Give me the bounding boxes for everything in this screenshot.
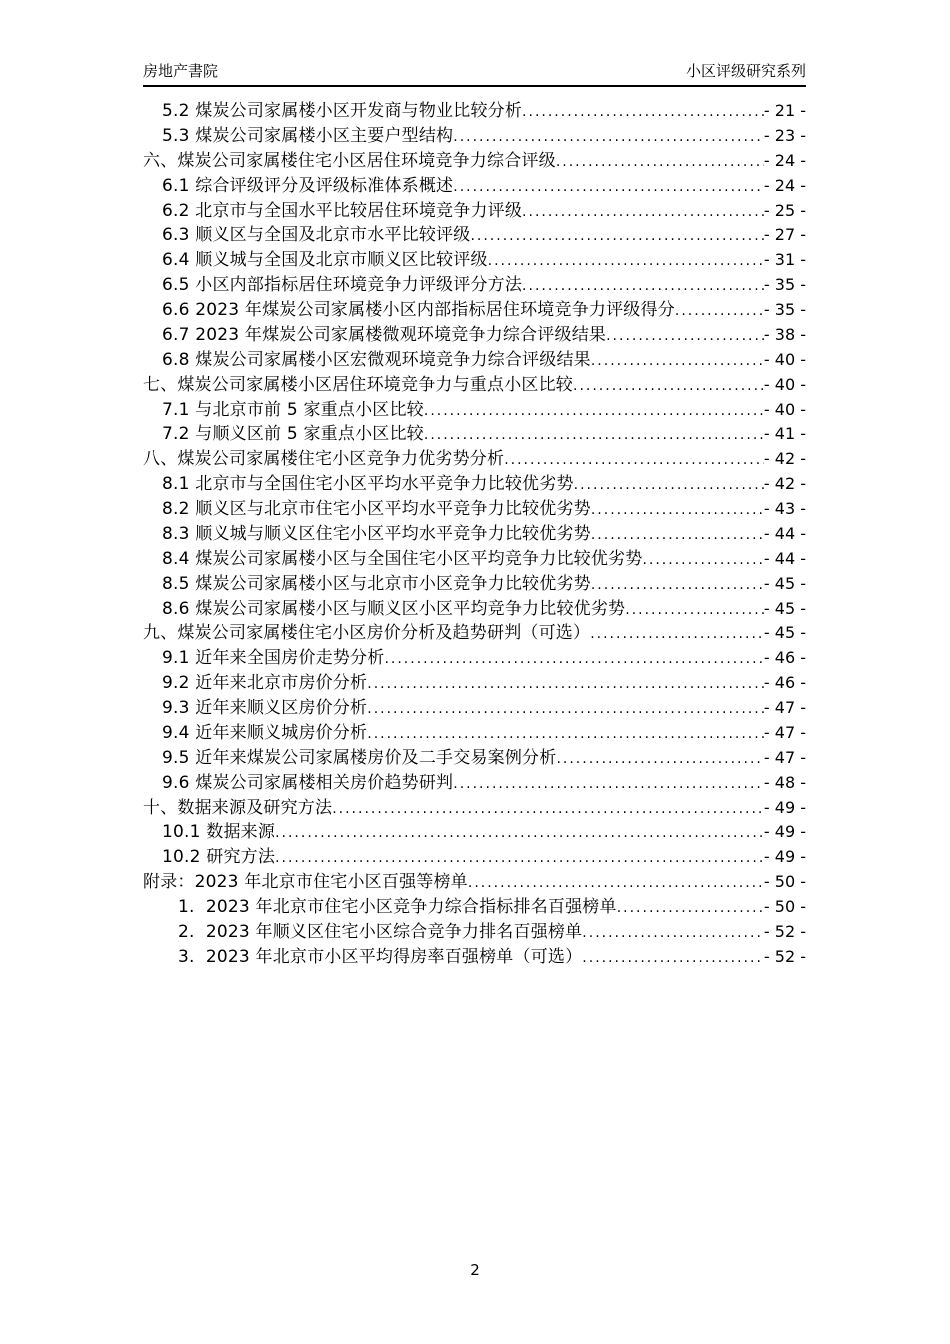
toc-entry-page: - 47 -: [763, 722, 806, 742]
toc-entry-page: - 44 -: [763, 523, 806, 543]
toc-dot-leader: [642, 548, 763, 573]
toc-entry-page: - 38 -: [763, 324, 806, 344]
toc-dot-leader: [384, 647, 763, 672]
toc-entry-page: - 46 -: [763, 673, 806, 693]
toc-entry: [143, 398, 806, 423]
toc-dot-leader: [367, 722, 764, 747]
toc-entry-label: 6.4 顺义城与全国及北京市顺义区比较评级: [162, 250, 488, 271]
toc-entry: [143, 373, 806, 398]
page-header: [143, 63, 806, 87]
toc-entry-label: 10.2 研究方法: [162, 847, 276, 868]
toc-dot-leader: [504, 448, 764, 473]
toc-entry-label: 9.1 近年来全国房价走势分析: [162, 648, 385, 669]
toc-entry-page: - 45 -: [763, 573, 806, 593]
toc-entry-page: - 46 -: [763, 648, 806, 668]
toc-entry: [143, 671, 806, 696]
toc-entry-label: 7.1 与北京市前 5 家重点小区比较: [162, 399, 424, 420]
toc-entry-label: 六、煤炭公司家属楼住宅小区居住环境竞争力综合评级: [143, 150, 556, 171]
toc-dot-leader: [591, 573, 764, 598]
toc-entry-page: - 21 -: [763, 101, 806, 120]
toc-entry-page: - 48 -: [763, 772, 806, 792]
toc-entry: [143, 522, 806, 547]
toc-entry: [143, 870, 806, 895]
toc-entry-page: - 31 -: [763, 250, 806, 270]
toc-entry: [143, 149, 806, 174]
toc-dot-leader: [617, 896, 764, 921]
toc-entry-page: - 23 -: [763, 125, 806, 145]
toc-entry: [143, 572, 806, 597]
toc-dot-leader: [424, 423, 764, 448]
toc-entry: [143, 174, 806, 199]
toc-entry-page: - 40 -: [763, 399, 806, 419]
toc-entry-label: 6.5 小区内部指标居住环境竞争力评级评分方法: [162, 275, 523, 296]
toc-dot-leader: [367, 672, 764, 697]
toc-entry-label: 九、煤炭公司家属楼住宅小区房价分析及趋势研判（可选）: [143, 623, 591, 644]
toc-dot-leader: [574, 473, 764, 498]
toc-entry: [143, 920, 806, 945]
toc-entry: [143, 298, 806, 323]
toc-entry-label: 9.2 近年来北京市房价分析: [162, 673, 368, 694]
toc-entry-label: 5.2 煤炭公司家属楼小区开发商与物业比较分析: [162, 101, 523, 121]
toc-entry-page: - 43 -: [763, 499, 806, 518]
toc-entry: [143, 124, 806, 149]
toc-entry-label: 8.3 顺义城与顺义区住宅小区平均水平竞争力比较优劣势: [162, 523, 591, 544]
toc-entry-label: 6.1 综合评级评分及评级标准体系概述: [162, 175, 454, 196]
toc-entry: [143, 845, 806, 870]
toc-entry-label: 8.5 煤炭公司家属楼小区与北京市小区竞争力比较优劣势: [162, 573, 591, 594]
toc-entry: [143, 895, 806, 920]
toc-entry: [143, 199, 806, 224]
toc-dot-leader: [573, 374, 764, 399]
toc-entry-page: - 49 -: [763, 822, 806, 842]
toc-dot-leader: [606, 324, 764, 349]
toc-dot-leader: [367, 697, 764, 722]
toc-dot-leader: [275, 846, 764, 871]
toc-dot-leader: [591, 523, 764, 548]
toc-entry-page: - 25 -: [763, 200, 806, 220]
header-right-text: 小区评级研究系列: [685, 62, 806, 80]
toc-dot-leader: [591, 498, 764, 523]
toc-entry-label: 8.4 煤炭公司家属楼小区与全国住宅小区平均竞争力比较优劣势: [162, 548, 643, 569]
toc-dot-leader: [488, 249, 764, 274]
toc-entry-page: - 49 -: [763, 797, 806, 817]
toc-entry-label: 七、煤炭公司家属楼小区居住环境竞争力与重点小区比较: [143, 374, 573, 395]
toc-entry-label: 9.6 煤炭公司家属楼相关房价趋势研判: [162, 772, 454, 793]
toc-entry-label: 2. 2023 年顺义区住宅小区综合竞争力排名百强榜单: [178, 921, 583, 942]
toc-entry: [143, 497, 806, 522]
toc-entry-label: 9.4 近年来顺义城房价分析: [162, 722, 368, 743]
toc-entry-label: 5.3 煤炭公司家属楼小区主要户型结构: [162, 125, 454, 146]
table-of-contents: [143, 99, 806, 970]
toc-dot-leader: [556, 150, 764, 175]
toc-entry: [143, 99, 806, 124]
toc-entry: [143, 323, 806, 348]
toc-entry-label: 八、煤炭公司家属楼住宅小区竞争力优劣势分析: [143, 449, 505, 470]
toc-entry: [143, 547, 806, 572]
toc-entry: [143, 721, 806, 746]
toc-dot-leader: [468, 871, 764, 896]
toc-entry-page: - 44 -: [763, 548, 806, 568]
toc-entry: [143, 348, 806, 373]
toc-entry-page: - 40 -: [763, 349, 806, 369]
toc-entry-label: 十、数据来源及研究方法: [143, 797, 333, 818]
toc-entry: [143, 771, 806, 796]
toc-entry-page: - 24 -: [763, 175, 806, 195]
toc-entry-label: 9.3 近年来顺义区房价分析: [162, 698, 368, 718]
toc-dot-leader: [332, 797, 764, 822]
toc-entry: [143, 696, 806, 721]
toc-entry-page: - 35 -: [763, 300, 806, 319]
toc-entry-label: 8.6 煤炭公司家属楼小区与顺义区小区平均竞争力比较优劣势: [162, 598, 626, 619]
toc-entry: [143, 472, 806, 497]
toc-dot-leader: [556, 747, 763, 772]
toc-entry-page: - 47 -: [763, 747, 806, 767]
toc-dot-leader: [275, 821, 764, 846]
toc-entry-page: - 24 -: [763, 150, 806, 170]
toc-entry: [143, 223, 806, 248]
toc-entry-page: - 41 -: [763, 424, 806, 444]
toc-dot-leader: [453, 175, 764, 200]
toc-entry-page: - 52 -: [763, 946, 806, 966]
toc-entry-label: 7.2 与顺义区前 5 家重点小区比较: [162, 424, 424, 445]
toc-entry: [143, 796, 806, 821]
toc-entry: [143, 447, 806, 472]
toc-entry-label: 1. 2023 年北京市住宅小区竞争力综合指标排名百强榜单: [178, 897, 617, 917]
toc-entry-page: - 52 -: [763, 921, 806, 941]
toc-entry-label: 6.3 顺义区与全国及北京市水平比较评级: [162, 225, 471, 246]
toc-entry-page: - 40 -: [763, 374, 806, 394]
toc-dot-leader: [522, 100, 764, 125]
toc-dot-leader: [522, 200, 764, 225]
toc-entry-page: - 49 -: [763, 847, 806, 867]
toc-entry-page: - 35 -: [763, 275, 806, 295]
toc-entry: [143, 422, 806, 447]
toc-dot-leader: [522, 274, 764, 299]
toc-dot-leader: [582, 946, 764, 971]
toc-dot-leader: [453, 125, 764, 150]
toc-entry-page: - 42 -: [763, 449, 806, 469]
toc-entry: [143, 820, 806, 845]
header-left-text: 房地产書院: [143, 62, 219, 80]
toc-entry-page: - 50 -: [763, 872, 806, 892]
toc-entry-label: 8.1 北京市与全国住宅小区平均水平竞争力比较优劣势: [162, 474, 574, 495]
toc-entry: [143, 597, 806, 622]
toc-entry-label: 6.2 北京市与全国水平比较居住环境竞争力评级: [162, 200, 523, 221]
toc-entry-page: - 50 -: [763, 897, 806, 916]
page-footer: [0, 1261, 950, 1279]
toc-entry-label: 10.1 数据来源: [162, 822, 276, 843]
toc-entry: [143, 621, 806, 646]
toc-entry: [143, 746, 806, 771]
toc-entry-label: 6.6 2023 年煤炭公司家属楼小区内部指标居住环境竞争力评级得分: [162, 300, 675, 320]
toc-entry: [143, 248, 806, 273]
toc-dot-leader: [453, 772, 764, 797]
toc-dot-leader: [470, 224, 763, 249]
toc-entry-label: 8.2 顺义区与北京市住宅小区平均水平竞争力比较优劣势: [162, 499, 591, 519]
toc-dot-leader: [675, 299, 764, 324]
toc-entry-label: 9.5 近年来煤炭公司家属楼房价及二手交易案例分析: [162, 747, 557, 768]
toc-dot-leader: [591, 349, 764, 374]
toc-entry-label: 6.8 煤炭公司家属楼小区宏微观环境竞争力综合评级结果: [162, 349, 591, 370]
toc-entry-page: - 45 -: [763, 623, 806, 643]
toc-dot-leader: [590, 622, 764, 647]
toc-entry-label: 附录：2023 年北京市住宅小区百强等榜单: [143, 872, 468, 893]
toc-entry-page: - 47 -: [763, 698, 806, 717]
toc-entry-label: 6.7 2023 年煤炭公司家属楼微观环境竞争力综合评级结果: [162, 324, 607, 345]
toc-entry-page: - 45 -: [763, 598, 806, 618]
toc-entry-label: 3. 2023 年北京市小区平均得房率百强榜单（可选）: [178, 946, 583, 967]
toc-entry: [143, 945, 806, 970]
toc-dot-leader: [424, 399, 764, 424]
toc-entry: [143, 646, 806, 671]
toc-entry-page: - 27 -: [763, 225, 806, 245]
toc-dot-leader: [625, 598, 764, 623]
toc-entry: [143, 273, 806, 298]
toc-dot-leader: [582, 921, 764, 946]
page-number: 2: [470, 1261, 480, 1279]
toc-entry-page: - 42 -: [763, 474, 806, 494]
